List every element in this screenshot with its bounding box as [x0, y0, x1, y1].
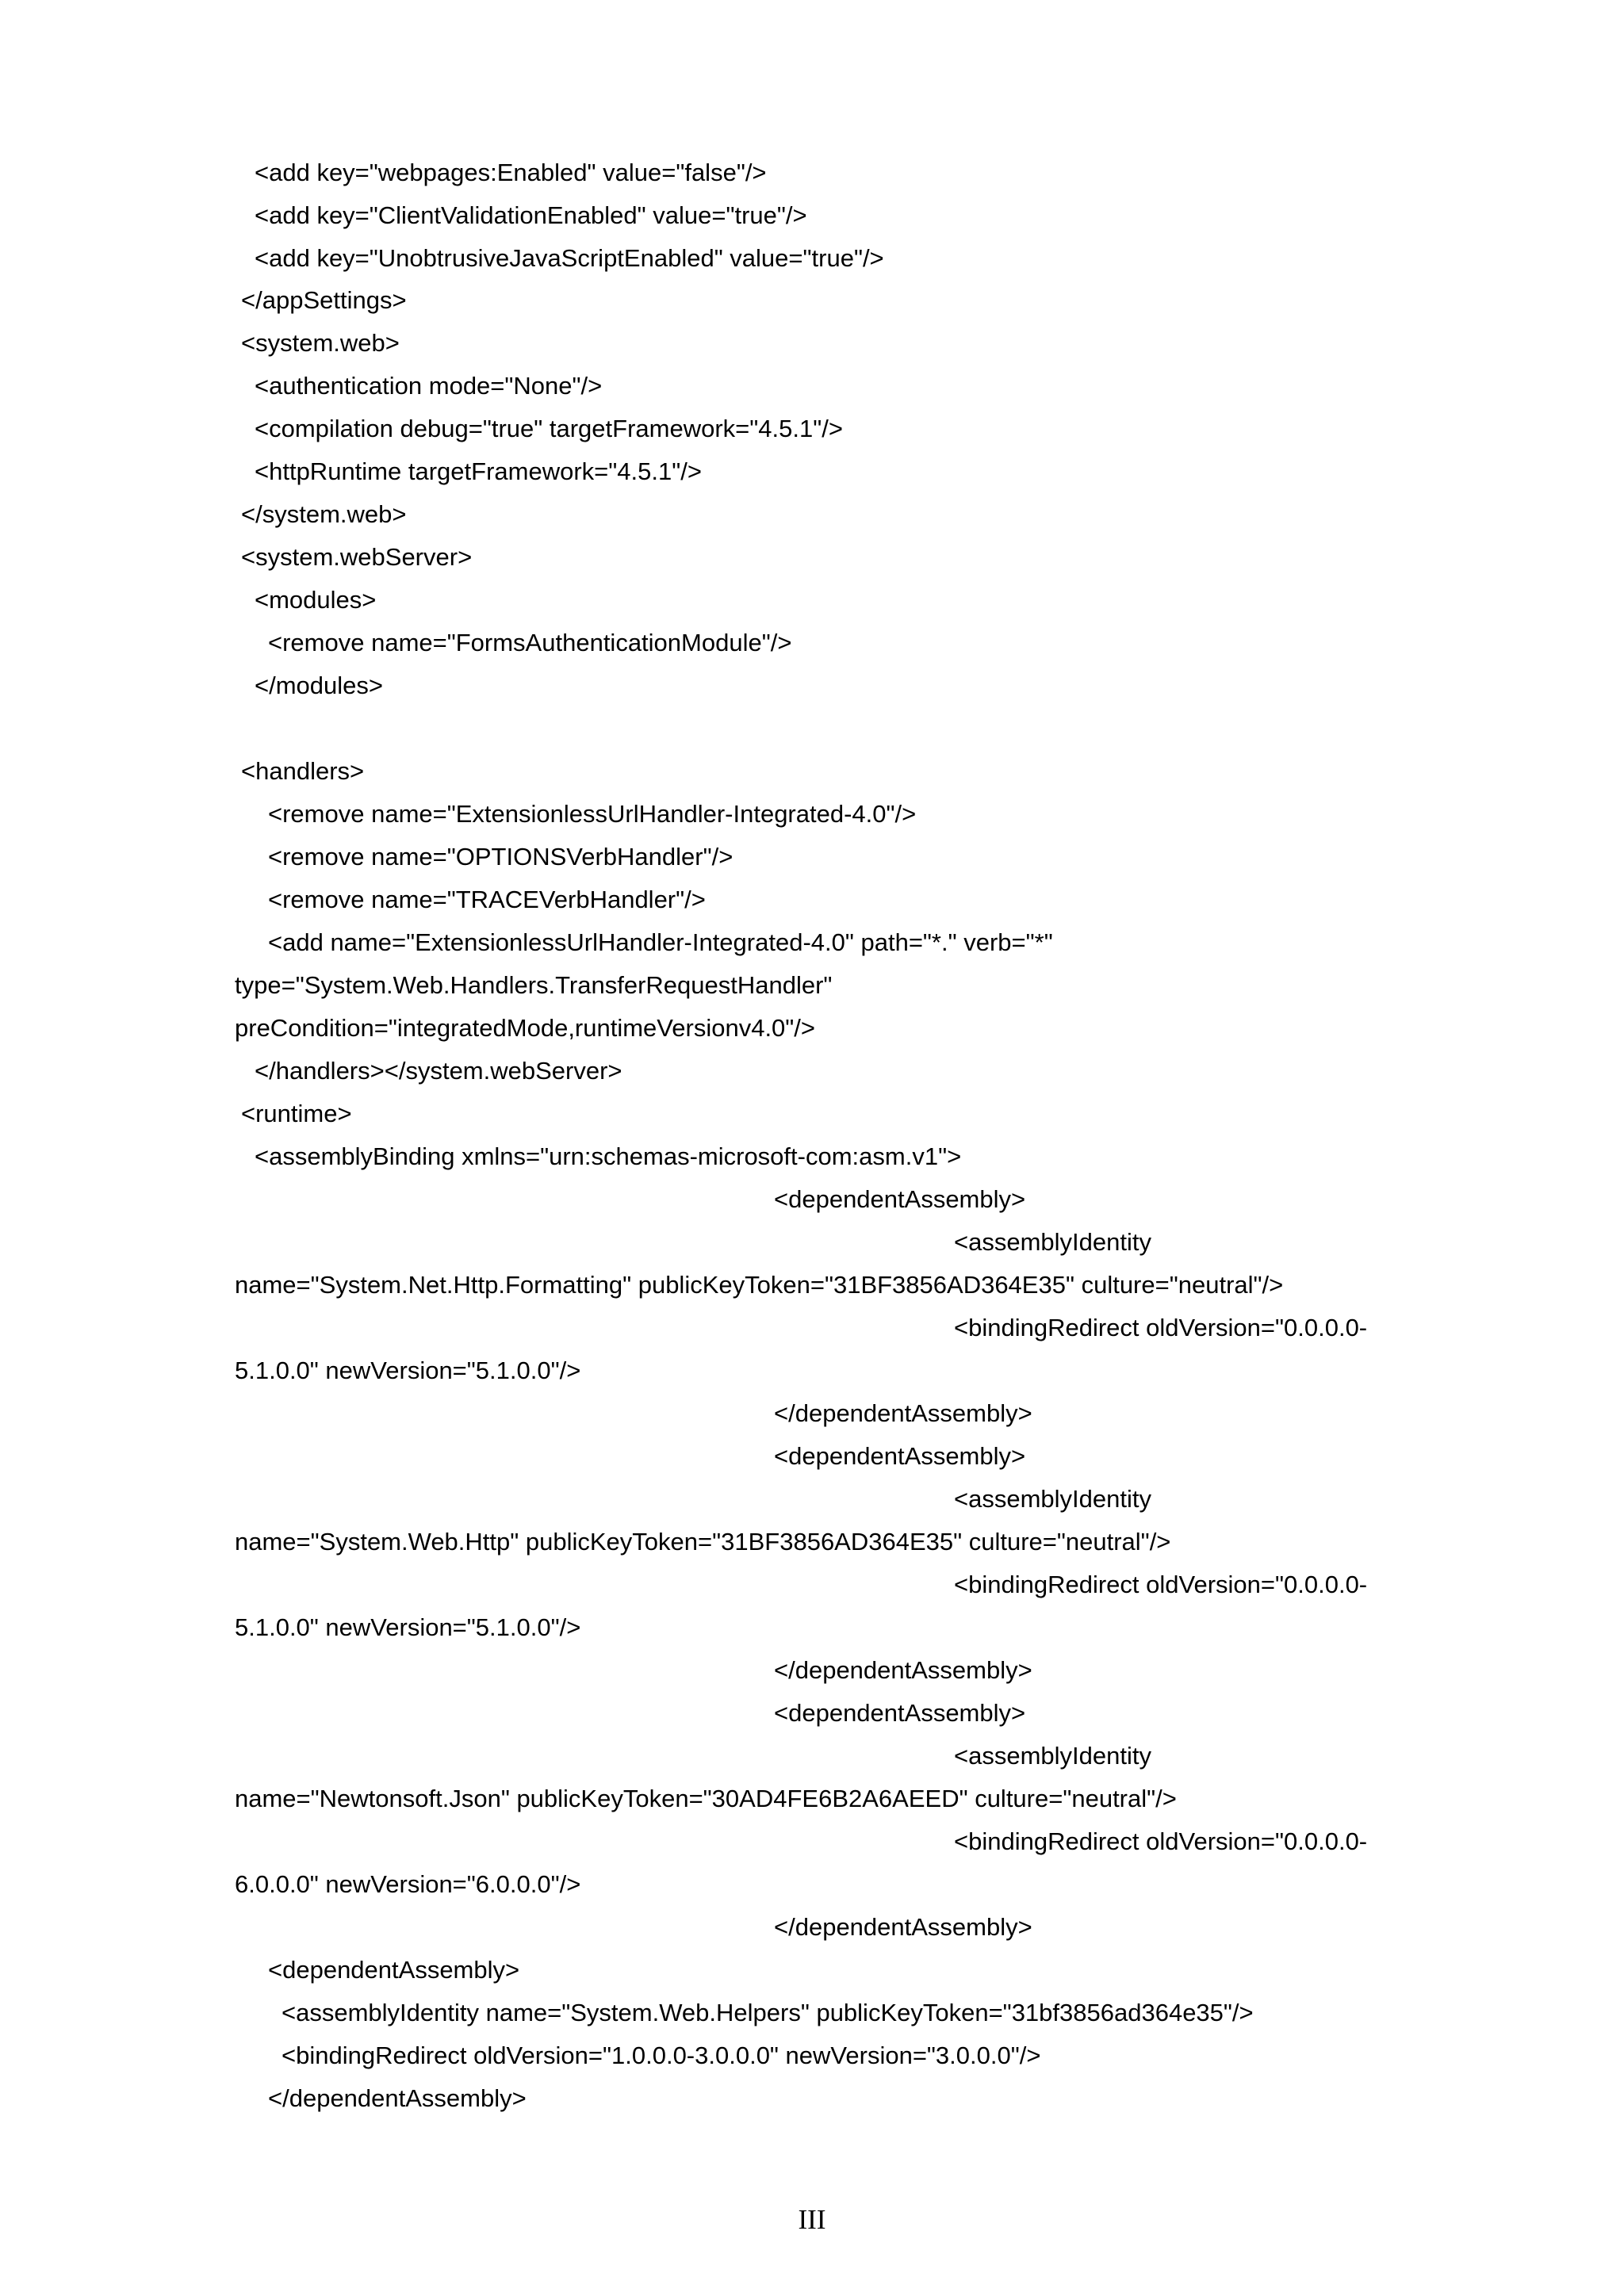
code-line: <bindingRedirect oldVersion="0.0.0.0-	[954, 1314, 1368, 1341]
code-line: <dependentAssembly>	[774, 1699, 1026, 1727]
code-line: <remove name="ExtensionlessUrlHandler-Integrated-4.0"/>	[268, 800, 917, 828]
code-line: <remove name="OPTIONSVerbHandler"/>	[268, 843, 733, 871]
page-number: III	[798, 2204, 826, 2235]
code-line: <modules>	[255, 586, 377, 614]
code-line: <bindingRedirect oldVersion="1.0.0.0-3.0.0.0" newVersion="3.0.0.0"/>	[282, 2042, 1041, 2069]
code-line: <compilation debug="true" targetFramework="4.5.1"/>	[255, 415, 843, 442]
code-line: <remove name="TRACEVerbHandler"/>	[268, 886, 706, 913]
code-line: name="System.Web.Http" publicKeyToken="31BF3856AD364E35" culture="neutral"/>	[235, 1528, 1171, 1556]
code-line: <assemblyIdentity name="System.Web.Helpers" publicKeyToken="31bf3856ad364e35"/>	[282, 1999, 1254, 2026]
code-line: <dependentAssembly>	[268, 1956, 520, 1984]
code-line: preCondition="integratedMode,runtimeVersionv4.0"/>	[235, 1014, 816, 1042]
code-line: <assemblyIdentity	[954, 1228, 1151, 1256]
code-line: </dependentAssembly>	[774, 1656, 1032, 1684]
code-line: <remove name="FormsAuthenticationModule"/>	[268, 629, 792, 656]
code-line: 5.1.0.0" newVersion="5.1.0.0"/>	[235, 1613, 581, 1641]
code-line: 5.1.0.0" newVersion="5.1.0.0"/>	[235, 1357, 581, 1384]
code-line: <handlers>	[241, 757, 365, 785]
code-line: <system.web>	[241, 329, 400, 357]
code-line: </system.web>	[241, 500, 407, 528]
code-line: type="System.Web.Handlers.TransferRequestHandler"	[235, 971, 833, 999]
code-line: <bindingRedirect oldVersion="0.0.0.0-	[954, 1827, 1368, 1855]
code-line: <system.webServer>	[241, 543, 473, 571]
code-line: 6.0.0.0" newVersion="6.0.0.0"/>	[235, 1870, 581, 1898]
code-line: <add name="ExtensionlessUrlHandler-Integrated-4.0" path="*." verb="*"	[268, 928, 1053, 956]
code-line: <dependentAssembly>	[774, 1442, 1026, 1470]
code-line: name="System.Net.Http.Formatting" publicKeyToken="31BF3856AD364E35" culture="neutral"/>	[235, 1271, 1284, 1299]
code-line: name="Newtonsoft.Json" publicKeyToken="30AD4FE6B2A6AEED" culture="neutral"/>	[235, 1785, 1177, 1812]
code-line: </dependentAssembly>	[774, 1913, 1032, 1941]
code-line: </dependentAssembly>	[774, 1399, 1032, 1427]
code-line: <assemblyBinding xmlns="urn:schemas-microsoft-com:asm.v1">	[255, 1142, 962, 1170]
code-line: <add key="webpages:Enabled" value="false"/>	[255, 159, 767, 186]
code-line: <assemblyIdentity	[954, 1742, 1151, 1770]
code-line: <dependentAssembly>	[774, 1185, 1026, 1213]
code-line: </modules>	[255, 672, 383, 699]
code-line: </dependentAssembly>	[268, 2084, 527, 2112]
code-line: <httpRuntime targetFramework="4.5.1"/>	[255, 457, 702, 485]
code-line: <authentication mode="None"/>	[255, 372, 603, 400]
code-line: </appSettings>	[241, 286, 407, 314]
code-line: <assemblyIdentity	[954, 1485, 1151, 1513]
code-line: <add key="ClientValidationEnabled" value="true"/>	[255, 201, 807, 229]
code-line: <add key="UnobtrusiveJavaScriptEnabled" value="true"/>	[255, 244, 884, 272]
code-line: </handlers></system.webServer>	[255, 1057, 622, 1085]
code-line: <bindingRedirect oldVersion="0.0.0.0-	[954, 1571, 1368, 1598]
code-line: <runtime>	[241, 1100, 352, 1127]
